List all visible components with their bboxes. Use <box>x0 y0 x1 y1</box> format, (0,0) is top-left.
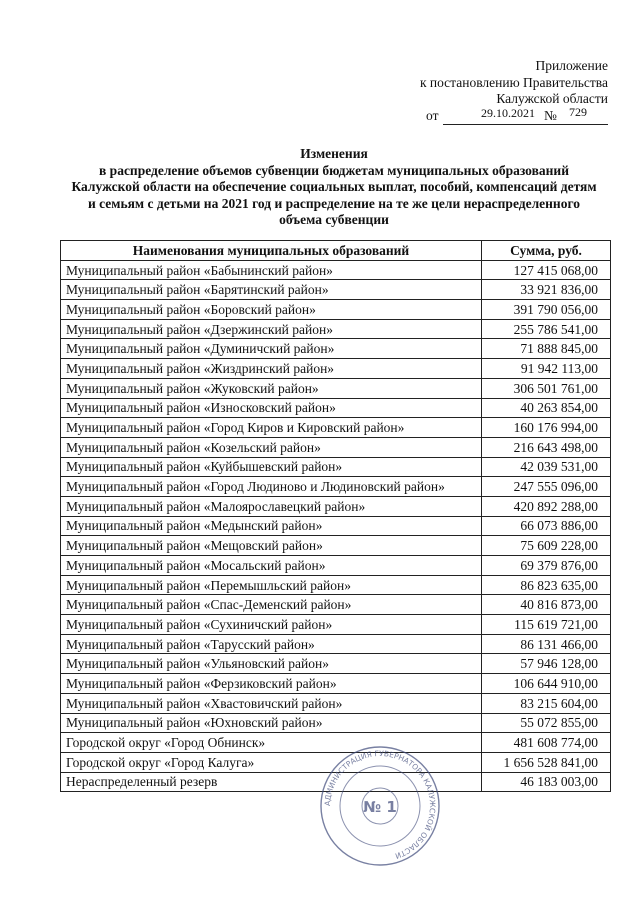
table-row <box>61 418 611 438</box>
amount-cell: 255 786 541,00 <box>482 319 611 339</box>
amount-cell: 481 608 774,00 <box>482 733 611 753</box>
municipality-name-cell: Муниципальный район «Сухиничский район» <box>61 615 482 635</box>
amount-cell: 86 823 635,00 <box>482 575 611 595</box>
municipality-name-cell: Муниципальный район «Тарусский район» <box>61 634 482 654</box>
table-row <box>61 654 611 674</box>
date-prefix: от <box>426 107 439 123</box>
stamp-center-text: № 1 <box>363 798 397 816</box>
amount-cell: 420 892 288,00 <box>482 496 611 516</box>
title-line-5: объема субвенции <box>279 212 389 227</box>
amount-cell: 40 263 854,00 <box>482 398 611 418</box>
table-row <box>61 339 611 359</box>
table-row <box>61 457 611 477</box>
municipality-name-cell: Муниципальный район «Ульяновский район» <box>61 654 482 674</box>
document-title <box>60 146 608 229</box>
amount-cell: 75 609 228,00 <box>482 536 611 556</box>
date-number-line <box>426 104 608 126</box>
municipality-name-cell: Муниципальный район «Перемышльский район» <box>61 575 482 595</box>
municipality-name-cell: Муниципальный район «Износковский район» <box>61 398 482 418</box>
table-row <box>61 319 611 339</box>
amount-cell: 115 619 721,00 <box>482 615 611 635</box>
amount-cell: 46 183 003,00 <box>482 772 611 792</box>
table-row <box>61 713 611 733</box>
table-row <box>61 300 611 320</box>
amount-cell: 40 816 873,00 <box>482 595 611 615</box>
municipality-name-cell: Муниципальный район «Хвастовичский район» <box>61 693 482 713</box>
table-row <box>61 496 611 516</box>
municipality-name-cell: Муниципальный район «Козельский район» <box>61 437 482 457</box>
column-header-name: Наименования муниципальных образований <box>61 241 482 261</box>
municipality-name-cell: Муниципальный район «Город Людиново и Людиновский район» <box>61 477 482 497</box>
municipality-name-cell: Муниципальный район «Бабынинский район» <box>61 260 482 280</box>
amount-cell: 91 942 113,00 <box>482 359 611 379</box>
municipality-name-cell: Нераспределенный резерв <box>61 772 482 792</box>
table-row <box>61 634 611 654</box>
amount-cell: 106 644 910,00 <box>482 674 611 694</box>
amount-cell: 160 176 994,00 <box>482 418 611 438</box>
municipality-name-cell: Муниципальный район «Медынский район» <box>61 516 482 536</box>
official-stamp <box>318 744 442 868</box>
amount-cell: 216 643 498,00 <box>482 437 611 457</box>
amount-cell: 306 501 761,00 <box>482 378 611 398</box>
amount-cell: 391 790 056,00 <box>482 300 611 320</box>
amount-cell: 71 888 845,00 <box>482 339 611 359</box>
stamp-arc-text: АДМИНИСТРАЦИЯ ГУБЕРНАТОРА КАЛУЖСКОЙ ОБЛАСТИ <box>322 748 438 861</box>
municipality-name-cell: Муниципальный район «Боровский район» <box>61 300 482 320</box>
municipality-name-cell: Муниципальный район «Город Киров и Кировский район» <box>61 418 482 438</box>
table-row <box>61 693 611 713</box>
document-header <box>420 58 608 126</box>
table-row <box>61 556 611 576</box>
table-row <box>61 378 611 398</box>
appendix-label: Приложение <box>535 58 608 73</box>
amount-cell: 86 131 466,00 <box>482 634 611 654</box>
amount-cell: 66 073 886,00 <box>482 516 611 536</box>
amount-cell: 127 415 068,00 <box>482 260 611 280</box>
table-row <box>61 280 611 300</box>
amount-cell: 33 921 836,00 <box>482 280 611 300</box>
amount-cell: 1 656 528 841,00 <box>482 752 611 772</box>
table-row <box>61 536 611 556</box>
municipality-name-cell: Муниципальный район «Юхновский район» <box>61 713 482 733</box>
table-header-row <box>61 241 611 261</box>
table-body <box>61 260 611 792</box>
title-line-1: Изменения <box>300 146 368 161</box>
table-row <box>61 359 611 379</box>
municipality-name-cell: Муниципальный район «Жуковский район» <box>61 378 482 398</box>
table-row <box>61 674 611 694</box>
amount-cell: 42 039 531,00 <box>482 457 611 477</box>
title-line-4: и семьям с детьми на 2021 год и распределение на те же цели нераспределенного <box>87 195 580 211</box>
region-name: Калужской области <box>496 91 608 106</box>
amount-cell: 69 379 876,00 <box>482 556 611 576</box>
resolution-number: 729 <box>569 104 587 119</box>
resolution-reference: к постановлению Правительства <box>419 74 608 90</box>
municipality-name-cell: Муниципальный район «Спас-Деменский район» <box>61 595 482 615</box>
municipality-name-cell: Городской округ «Город Обнинск» <box>61 733 482 753</box>
amount-cell: 57 946 128,00 <box>482 654 611 674</box>
table-row <box>61 595 611 615</box>
table-row <box>61 398 611 418</box>
resolution-date: 29.10.2021 <box>481 105 535 120</box>
column-header-amount: Сумма, руб. <box>482 241 611 261</box>
municipality-name-cell: Муниципальный район «Малоярославецкий район» <box>61 496 482 516</box>
amount-cell: 55 072 855,00 <box>482 713 611 733</box>
table-row <box>61 260 611 280</box>
municipality-name-cell: Муниципальный район «Дзержинский район» <box>61 319 482 339</box>
number-prefix: № <box>544 107 557 123</box>
number-underline <box>562 124 608 125</box>
municipality-name-cell: Городской округ «Город Калуга» <box>61 752 482 772</box>
table-row <box>61 615 611 635</box>
municipality-name-cell: Муниципальный район «Жиздринский район» <box>61 359 482 379</box>
municipality-name-cell: Муниципальный район «Мосальский район» <box>61 556 482 576</box>
table-row <box>61 516 611 536</box>
amount-cell: 247 555 096,00 <box>482 477 611 497</box>
table-row <box>61 477 611 497</box>
amount-cell: 83 215 604,00 <box>482 693 611 713</box>
title-line-2: в распределение объемов субвенции бюджетам муниципальных образований <box>99 162 569 178</box>
municipality-name-cell: Муниципальный район «Думиничский район» <box>61 339 482 359</box>
table-row <box>61 437 611 457</box>
municipality-name-cell: Муниципальный район «Куйбышевский район» <box>61 457 482 477</box>
title-line-3: Калужской области на обеспечение социальных выплат, пособий, компенсаций детям <box>71 179 597 194</box>
municipality-name-cell: Муниципальный район «Ферзиковский район» <box>61 674 482 694</box>
subsidy-table <box>60 240 611 792</box>
municipality-name-cell: Муниципальный район «Мещовский район» <box>61 536 482 556</box>
table-row <box>61 575 611 595</box>
municipality-name-cell: Муниципальный район «Барятинский район» <box>61 280 482 300</box>
